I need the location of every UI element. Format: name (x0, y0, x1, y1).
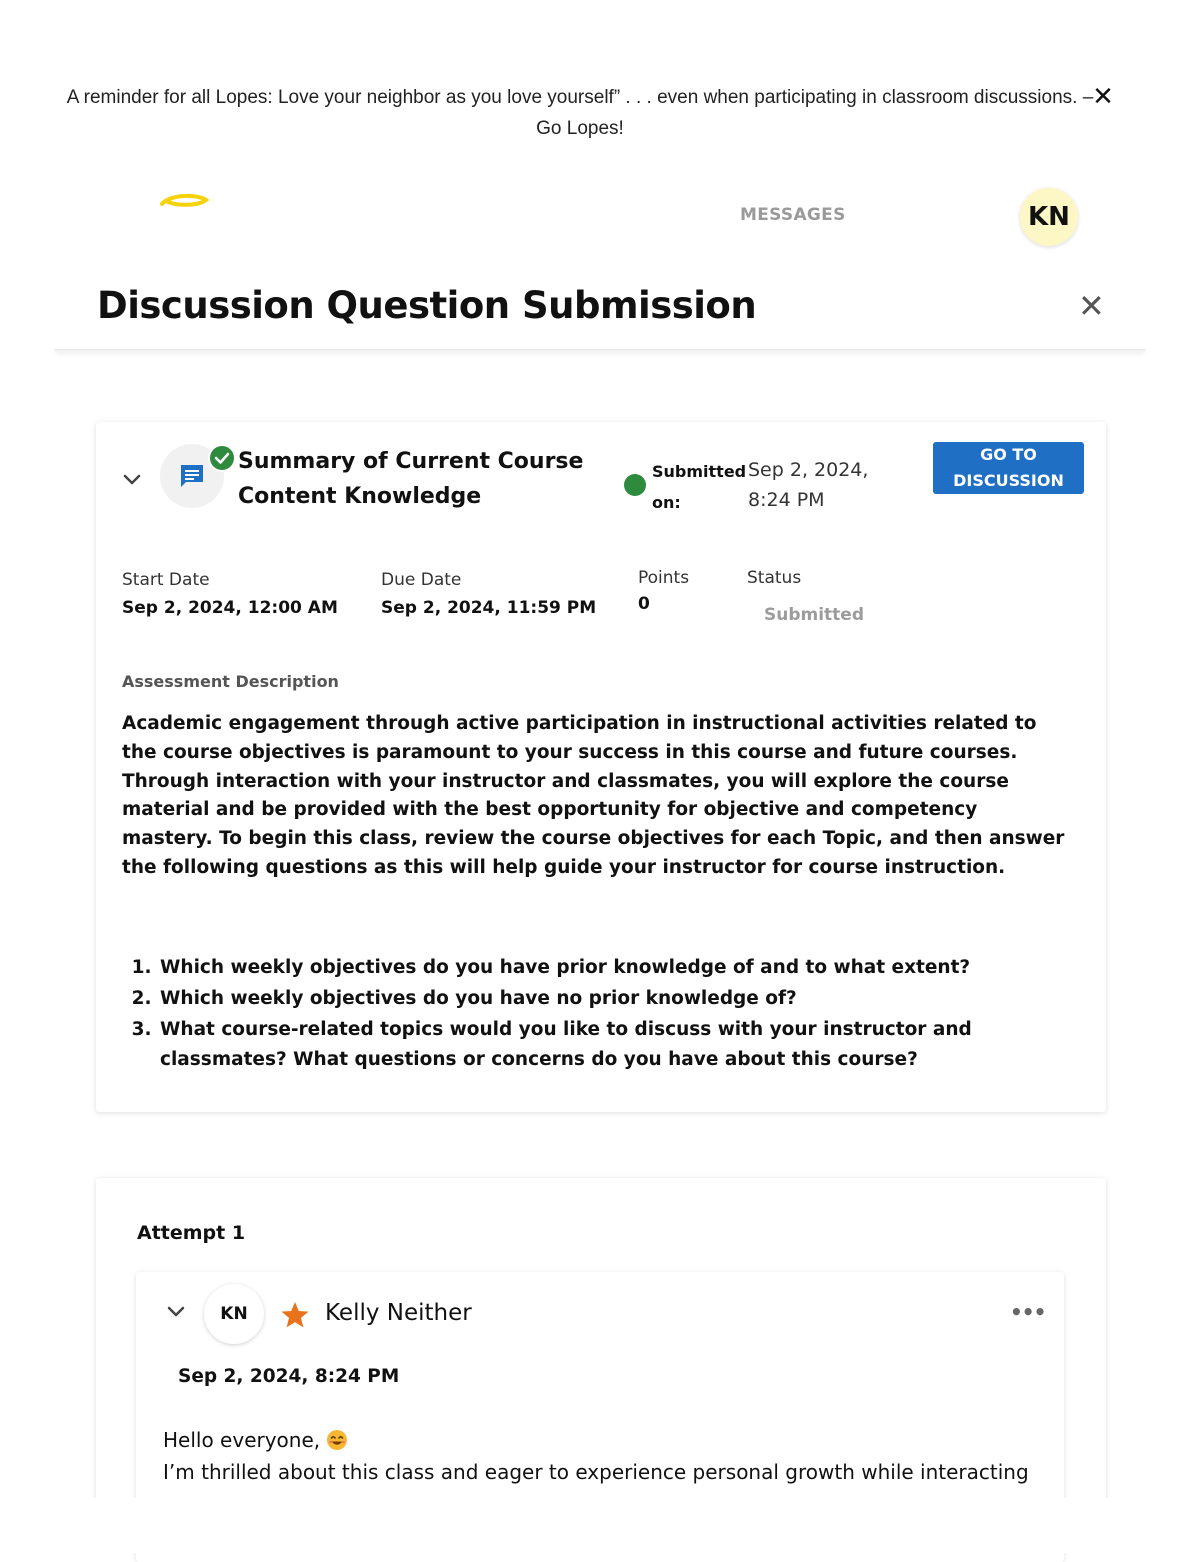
page-title: Discussion Question Submission (97, 284, 757, 327)
more-options-icon[interactable]: ••• (1010, 1300, 1046, 1324)
close-icon[interactable]: ✕ (1092, 82, 1114, 112)
header-divider (55, 349, 1145, 352)
logo-icon (158, 190, 210, 212)
go-to-discussion-button[interactable]: GO TO DISCUSSION (933, 442, 1084, 494)
post-greeting: Hello everyone, (163, 1428, 321, 1452)
assessment-title: Summary of Current Course Content Knowledge (238, 449, 584, 509)
announcement-banner: A reminder for all Lopes: Love your neighbor as you love yourself” . . . even when participating in classroom discussions. – Go Lopes! (66, 87, 1094, 139)
question-list (136, 953, 1078, 1076)
nav-messages-link[interactable]: MESSAGES (740, 205, 846, 225)
post-date: Sep 2, 2024, 8:24 PM (178, 1366, 400, 1387)
smiling-face-icon (326, 1429, 348, 1451)
attempt-card (96, 1178, 1106, 1538)
star-icon (280, 1300, 310, 1330)
status-value: Submitted (764, 605, 865, 625)
chevron-down-icon[interactable] (122, 470, 142, 490)
submitted-value: Sep 2, 2024, 8:24 PM (748, 459, 869, 511)
post-text-line: I’m thrilled about this class and eager to experience personal growth while interacting (163, 1460, 1029, 1484)
status-label: Status (747, 568, 802, 588)
assessment-description: Academic engagement through active participation in instructional activities related to the course objectives is paramount to your success in this course and future courses. Through interaction with your instructor and classmates, you will explore the course material and be provided with the best opportunity for objective and competency mastery. To begin this class, review the course objectives for each Topic, and then answer the following questions as this will help guide your instructor for course instruction. (122, 713, 1065, 878)
status-dot-icon (624, 474, 646, 496)
post-body (163, 1424, 1043, 1488)
user-avatar[interactable]: KN (1020, 188, 1078, 246)
start-date-label: Start Date (122, 570, 210, 590)
due-date-value: Sep 2, 2024, 11:59 PM (381, 598, 597, 618)
attempt-label: Attempt 1 (137, 1222, 246, 1244)
due-date-label: Due Date (381, 570, 462, 590)
author-name: Kelly Neither (325, 1300, 472, 1326)
author-avatar: KN (204, 1284, 264, 1344)
page-bottom-edge (0, 1498, 1200, 1553)
check-circle-icon (208, 444, 236, 472)
start-date-value: Sep 2, 2024, 12:00 AM (122, 598, 338, 618)
chevron-down-icon[interactable] (166, 1302, 186, 1322)
question-item: 2. Which weekly objectives do you have no prior knowledge of? (158, 984, 1078, 1015)
question-item: 3. What course-related topics would you like to discuss with your instructor and classmates? What questions or concerns do you have about this course? (158, 1015, 1078, 1077)
assessment-card (96, 422, 1106, 1112)
points-label: Points (638, 568, 690, 588)
description-label: Assessment Description (122, 672, 339, 691)
discussion-icon (178, 462, 206, 490)
close-icon[interactable]: ✕ (1078, 287, 1105, 325)
submitted-label: Submitted on: (652, 462, 747, 512)
points-value: 0 (638, 594, 650, 614)
question-item: 1. Which weekly objectives do you have prior knowledge of and to what extent? (158, 953, 1078, 984)
